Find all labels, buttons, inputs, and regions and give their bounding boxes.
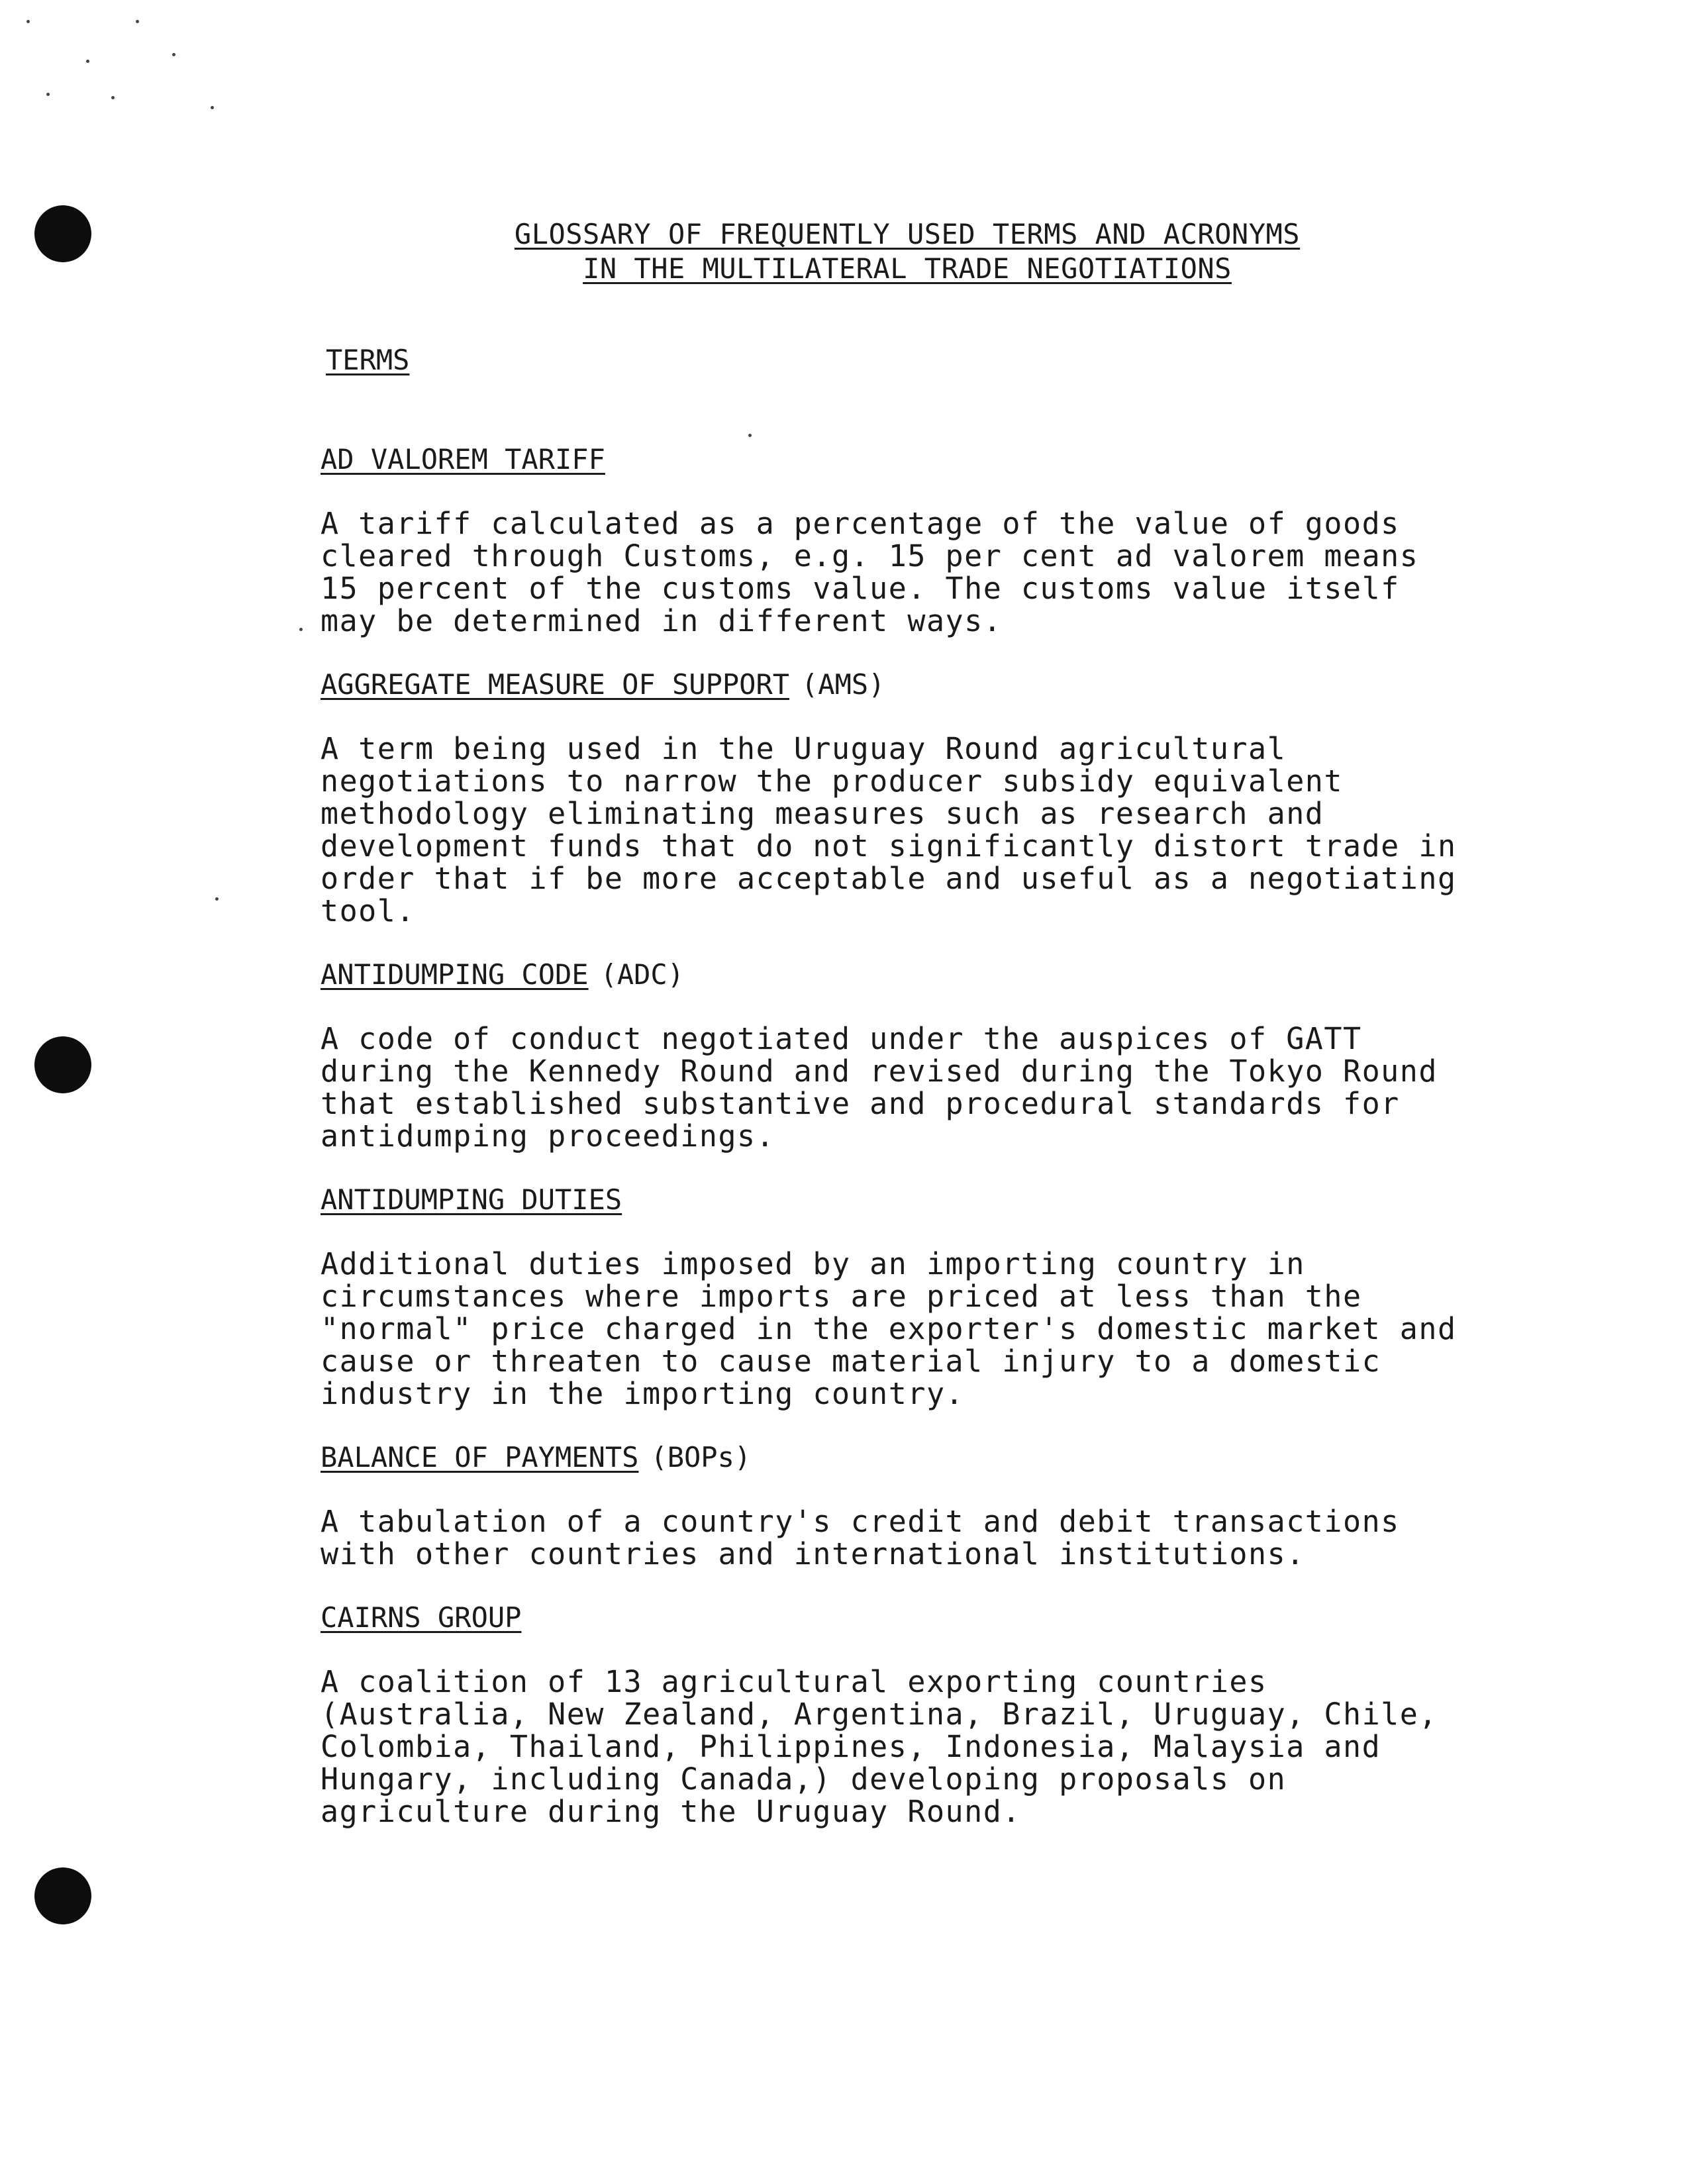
term-heading xyxy=(321,1183,1512,1217)
scan-speck xyxy=(172,53,175,56)
title-line-2: IN THE MULTILATERAL TRADE NEGOTIATIONS xyxy=(583,252,1232,285)
term-name: CAIRNS GROUP xyxy=(321,1601,522,1634)
glossary-entry xyxy=(321,1440,1512,1570)
binder-hole-middle xyxy=(34,1036,91,1093)
term-definition: A coalition of 13 agricultural exporting countries (Australia, New Zealand, Argentina, Brazil, Uruguay, Chile, Colombia, Thailand, Philippines, Indonesia, Malaysia and Hungary, including Canada,) developing proposals on agriculture during the Uruguay Round. xyxy=(321,1664,1438,1829)
binder-hole-bottom xyxy=(34,1867,91,1924)
term-acronym: (BOPs) xyxy=(650,1441,752,1473)
scan-speck xyxy=(136,20,139,23)
term-name: BALANCE OF PAYMENTS xyxy=(321,1441,639,1473)
term-heading xyxy=(321,442,1512,477)
term-heading xyxy=(321,1440,1512,1475)
scan-speck xyxy=(748,434,752,437)
binder-hole-top xyxy=(34,205,91,262)
glossary-entry xyxy=(321,958,1512,1152)
glossary-entry xyxy=(321,1183,1512,1410)
glossary-entry xyxy=(321,442,1512,637)
term-name: AD VALOREM TARIFF xyxy=(321,443,605,475)
term-acronym: (AMS) xyxy=(801,668,885,701)
term-acronym: (ADC) xyxy=(600,958,685,991)
term-definition: A tabulation of a country's credit and debit transactions with other countries and international institutions. xyxy=(321,1504,1400,1571)
glossary-entry xyxy=(321,668,1512,927)
term-heading xyxy=(321,668,1512,702)
scan-speck xyxy=(46,93,50,96)
term-heading xyxy=(321,958,1512,992)
section-heading-terms: TERMS xyxy=(326,344,410,376)
scan-speck xyxy=(26,20,30,23)
term-definition: Additional duties imposed by an importing country in circumstances where imports are priced at less than the "normal" price charged in the exporter's domestic market and cause or threaten to cause material injury to a domestic industry in the importing country. xyxy=(321,1246,1457,1411)
glossary-entry xyxy=(321,1601,1512,1828)
scan-speck xyxy=(86,60,89,63)
term-name: ANTIDUMPING CODE xyxy=(321,958,589,991)
term-heading xyxy=(321,1601,1512,1635)
term-definition: A code of conduct negotiated under the auspices of GATT during the Kennedy Round and revised during the Tokyo Round that established substantive and procedural standards for antidumping proceedings. xyxy=(321,1021,1438,1154)
scan-speck xyxy=(211,106,214,109)
title-line-1: GLOSSARY OF FREQUENTLY USED TERMS AND ACRONYMS xyxy=(514,218,1301,250)
scan-speck xyxy=(299,628,303,631)
glossary-entries xyxy=(321,442,1512,1828)
term-name: ANTIDUMPING DUTIES xyxy=(321,1183,622,1216)
scan-speck xyxy=(215,897,219,901)
term-definition: A tariff calculated as a percentage of the value of goods cleared through Customs, e.g. 15 per cent ad valorem means 15 percent of the customs value. The customs value itself may be determined in different ways. xyxy=(321,506,1419,638)
document-title xyxy=(457,217,1358,286)
scan-speck xyxy=(111,96,115,99)
term-name: AGGREGATE MEASURE OF SUPPORT xyxy=(321,668,790,701)
term-definition: A term being used in the Uruguay Round agricultural negotiations to narrow the producer subsidy equivalent methodology eliminating measures such as research and development funds that do not significantly distort trade in order that if be more acceptable and useful as a negotiating tool. xyxy=(321,731,1457,928)
